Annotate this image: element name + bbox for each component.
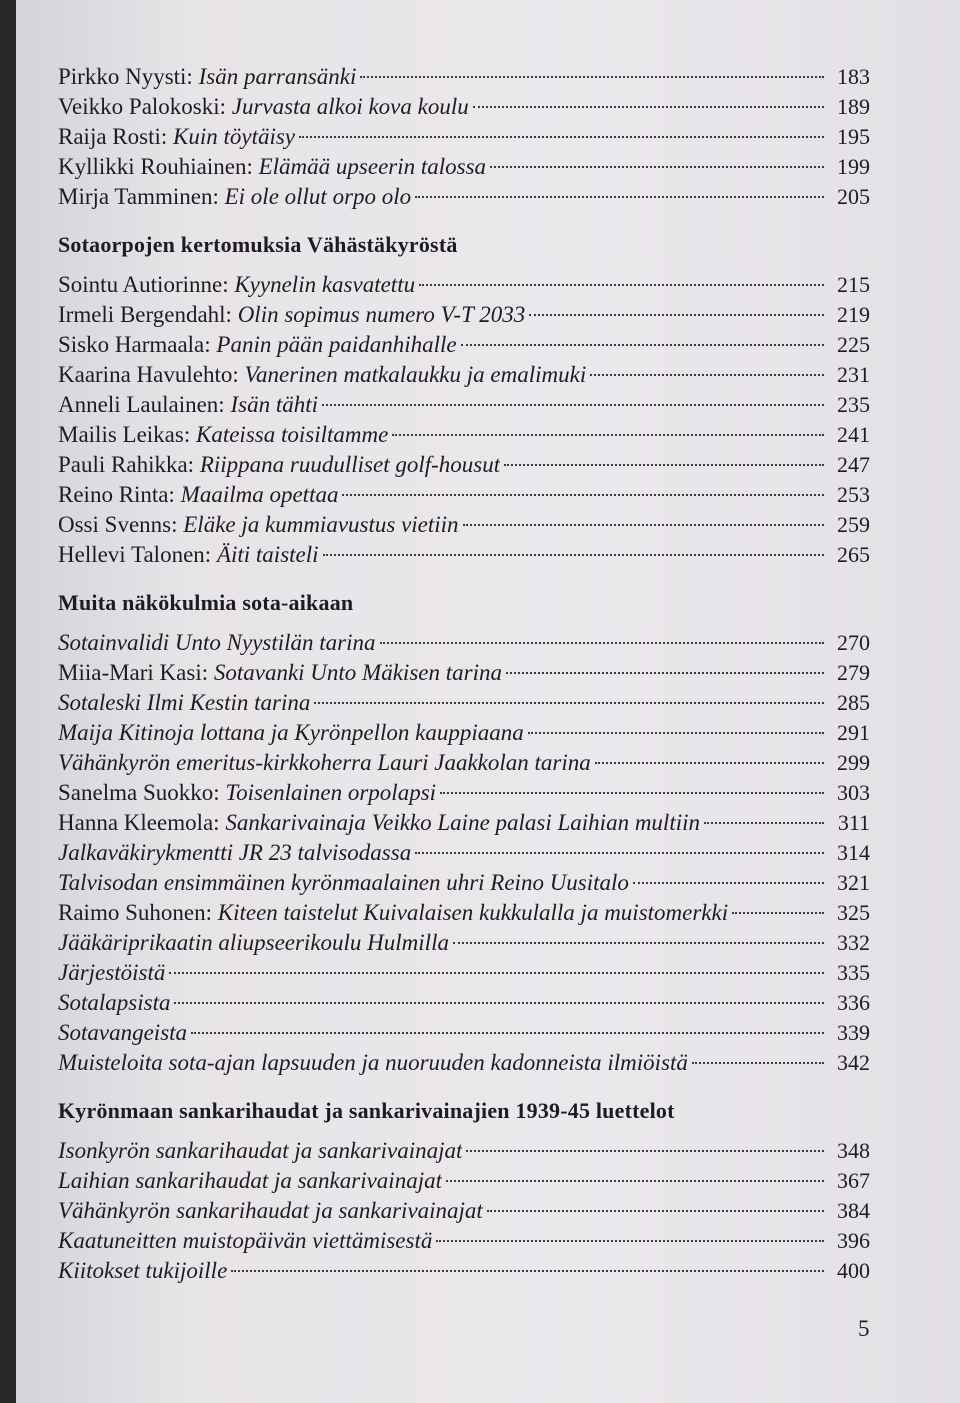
entry-title: Eläke ja kummiavustus vietiin (183, 512, 459, 537)
entry-author: Raija Rosti: (58, 124, 173, 149)
entry-text (58, 1166, 442, 1196)
dot-leader (360, 76, 824, 78)
toc-entry (58, 958, 870, 988)
dot-leader (732, 912, 824, 914)
dot-leader (453, 942, 824, 944)
toc-entry (58, 928, 870, 958)
entry-text (58, 300, 525, 330)
entry-title: Sotalapsista (58, 990, 171, 1015)
toc-entry (58, 718, 870, 748)
entry-title: Maailma opettaa (180, 482, 339, 507)
entry-text (58, 838, 411, 868)
dot-leader (419, 284, 824, 286)
dot-leader (633, 882, 824, 884)
entry-page-number: 321 (837, 870, 870, 895)
entry-title: Vähänkyrön sankarihaudat ja sankarivainajat (58, 1198, 483, 1223)
dot-leader (174, 1002, 824, 1004)
dot-leader (322, 404, 824, 406)
toc-entry (58, 1136, 870, 1166)
toc-entry (58, 450, 870, 480)
entry-text (58, 1226, 432, 1256)
entry-author: Anneli Laulainen: (58, 392, 231, 417)
entry-page-number: 205 (837, 184, 870, 209)
entry-author: Irmeli Bergendahl: (58, 302, 238, 327)
dot-leader (487, 1210, 824, 1212)
entry-title: Vähänkyrön emeritus-kirkkoherra Lauri Jaakkolan tarina (58, 750, 591, 775)
toc-entry (58, 510, 870, 540)
entry-text (58, 748, 591, 778)
entry-author: Miia-Mari Kasi: (58, 660, 214, 685)
entry-page-number: 303 (837, 780, 870, 805)
entry-text (58, 330, 457, 360)
entry-author: Ossi Svenns: (58, 512, 184, 537)
entry-text (58, 1196, 483, 1226)
dot-leader (191, 1032, 824, 1034)
dot-leader (692, 1062, 824, 1064)
entry-author: Sanelma Suokko: (58, 780, 226, 805)
toc-entry (58, 898, 870, 928)
entry-title: Jalkaväkirykmentti JR 23 talvisodassa (58, 840, 412, 865)
entry-text (58, 122, 295, 152)
entry-text (58, 92, 469, 122)
entry-page-number: 219 (837, 302, 870, 327)
entry-title: Sotainvalidi Unto Nyystilän tarina (58, 630, 376, 655)
entry-title: Laihian sankarihaudat ja sankarivainajat (58, 1168, 442, 1193)
entry-page-number: 336 (837, 990, 870, 1015)
toc-entry (58, 628, 870, 658)
dot-leader (446, 1180, 824, 1182)
toc-entry (58, 300, 870, 330)
entry-text (58, 182, 411, 212)
entry-author: Veikko Palokoski: (58, 94, 232, 119)
entry-page-number: 311 (837, 810, 870, 835)
entry-title: Muisteloita sota-ajan lapsuuden ja nuoruuden kadonneista ilmiöistä (58, 1050, 688, 1075)
entry-title: Kuin töytäisy (173, 124, 296, 149)
entry-text (58, 778, 436, 808)
toc-entry (58, 778, 870, 808)
section-heading: Sotaorpojen kertomuksia Vähästäkyröstä (58, 232, 458, 257)
entry-page-number: 247 (837, 452, 870, 477)
entry-page-number: 199 (837, 154, 870, 179)
entry-page-number: 189 (837, 94, 870, 119)
entry-page-number: 348 (837, 1138, 870, 1163)
dot-leader (392, 434, 824, 436)
entry-page-number: 332 (837, 930, 870, 955)
entry-title: Maija Kitinoja lottana ja Kyrönpellon kauppiaana (58, 720, 524, 745)
entry-author: Sisko Harmaala: (58, 332, 217, 357)
dot-leader (169, 972, 824, 974)
toc-entry (58, 838, 870, 868)
entry-page-number: 339 (837, 1020, 870, 1045)
entry-page-number: 270 (837, 630, 870, 655)
dot-leader (314, 702, 824, 704)
entry-page-number: 231 (837, 362, 870, 387)
entry-title: Ei ole ollut orpo olo (224, 184, 412, 209)
dot-leader (704, 822, 824, 824)
entry-text (58, 540, 319, 570)
dot-leader (342, 494, 824, 496)
toc-entry (58, 92, 870, 122)
entry-author: Sointu Autiorinne: (58, 272, 235, 297)
dot-leader (528, 732, 824, 734)
entry-text (58, 152, 486, 182)
entry-title: Äiti taisteli (216, 542, 319, 567)
entry-page-number: 285 (837, 690, 870, 715)
entry-text (58, 510, 459, 540)
entry-author: Reino Rinta: (58, 482, 181, 507)
dot-leader (461, 344, 824, 346)
entry-title: Kyynelin kasvatettu (234, 272, 416, 297)
dot-leader (506, 672, 824, 674)
dot-leader (415, 852, 824, 854)
entry-title: Sotavangeista (58, 1020, 188, 1045)
toc-section (58, 1096, 870, 1286)
toc-entry (58, 122, 870, 152)
entry-title: Järjestöistä (58, 960, 166, 985)
toc-entry (58, 390, 870, 420)
entry-page-number: 291 (837, 720, 870, 745)
entry-page-number: 325 (837, 900, 870, 925)
entry-page-number: 400 (837, 1258, 870, 1283)
toc-entry (58, 808, 870, 838)
entry-page-number: 215 (837, 272, 870, 297)
entry-page-number: 235 (837, 392, 870, 417)
dot-leader (590, 374, 824, 376)
toc-entry (58, 62, 870, 92)
entry-page-number: 342 (837, 1050, 870, 1075)
entry-author: Kaarina Havulehto: (58, 362, 245, 387)
table-of-contents (58, 62, 870, 1286)
entry-text (58, 1136, 462, 1166)
toc-entry (58, 330, 870, 360)
entry-author: Hanna Kleemola: (58, 810, 226, 835)
dot-leader (463, 524, 824, 526)
entry-title: Isän tähti (230, 392, 318, 417)
entry-title: Kiteen taistelut Kuivalaisen kukkulalla ja muistomerkki (217, 900, 729, 925)
section-heading: Kyrönmaan sankarihaudat ja sankarivainajien 1939-45 luettelot (58, 1098, 675, 1123)
entry-text (58, 1018, 187, 1048)
entry-text (58, 270, 415, 300)
entry-author: Kyllikki Rouhiainen: (58, 154, 259, 179)
entry-page-number: 259 (837, 512, 870, 537)
entry-title: Toisenlainen orpolapsi (225, 780, 437, 805)
entry-title: Isonkyrön sankarihaudat ja sankarivainajat (58, 1138, 463, 1163)
entry-page-number: 367 (837, 1168, 870, 1193)
dot-leader (440, 792, 824, 794)
entry-title: Sankarivainaja Veikko Laine palasi Laihian multiin (225, 810, 700, 835)
entry-author: Hellevi Talonen: (58, 542, 217, 567)
toc-section (58, 62, 870, 212)
entry-text (58, 988, 170, 1018)
toc-entry (58, 270, 870, 300)
dot-leader (473, 106, 824, 108)
entry-text (58, 688, 310, 718)
entry-text (58, 808, 700, 838)
toc-entry (58, 1048, 870, 1078)
entry-text (58, 420, 388, 450)
dot-leader (231, 1270, 824, 1272)
toc-entry (58, 360, 870, 390)
toc-entry (58, 1226, 870, 1256)
entry-text (58, 1256, 227, 1286)
toc-entry (58, 988, 870, 1018)
entry-page-number: 279 (837, 660, 870, 685)
entry-text (58, 928, 449, 958)
toc-entry (58, 868, 870, 898)
entry-text (58, 450, 500, 480)
toc-entry (58, 420, 870, 450)
entry-text (58, 1048, 688, 1078)
entry-text (58, 628, 376, 658)
toc-entry (58, 152, 870, 182)
entry-text (58, 62, 356, 92)
entry-author: Pirkko Nyysti: (58, 64, 199, 89)
entry-title: Sotavanki Unto Mäkisen tarina (213, 660, 502, 685)
entry-title: Isän parransänki (198, 64, 357, 89)
entry-page-number: 335 (837, 960, 870, 985)
entry-title: Elämää upseerin talossa (258, 154, 487, 179)
page-number: 5 (858, 1316, 870, 1341)
entry-page-number: 299 (837, 750, 870, 775)
entry-text (58, 390, 318, 420)
toc-entry (58, 1166, 870, 1196)
dot-leader (504, 464, 824, 466)
entry-text (58, 718, 524, 748)
entry-title: Panin pään paidanhihalle (216, 332, 457, 357)
entry-page-number: 396 (837, 1228, 870, 1253)
entry-author: Raimo Suhonen: (58, 900, 218, 925)
toc-entry (58, 182, 870, 212)
entry-page-number: 183 (837, 64, 870, 89)
section-heading: Muita näkökulmia sota-aikaan (58, 590, 354, 615)
toc-entry (58, 1196, 870, 1226)
entry-title: Jääkäriprikaatin aliupseerikoulu Hulmilla (58, 930, 449, 955)
entry-title: Riippana ruudulliset golf-housut (199, 452, 501, 477)
entry-title: Kateissa toisiltamme (195, 422, 389, 447)
toc-section (58, 588, 870, 1078)
entry-text (58, 868, 629, 898)
dot-leader (299, 136, 824, 138)
toc-entry (58, 540, 870, 570)
toc-section (58, 230, 870, 570)
entry-title: Kaatuneitten muistopäivän viettämisestä (58, 1228, 433, 1253)
entry-page-number: 314 (837, 840, 870, 865)
entry-title: Jurvasta alkoi kova koulu (231, 94, 469, 119)
toc-entry (58, 748, 870, 778)
entry-author: Mailis Leikas: (58, 422, 196, 447)
entry-page-number: 195 (837, 124, 870, 149)
dot-leader (466, 1150, 824, 1152)
entry-text (58, 898, 728, 928)
entry-page-number: 384 (837, 1198, 870, 1223)
entry-page-number: 241 (837, 422, 870, 447)
entry-page-number: 265 (837, 542, 870, 567)
entry-title: Olin sopimus numero V-T 2033 (237, 302, 526, 327)
entry-text (58, 958, 165, 988)
toc-entry (58, 688, 870, 718)
entry-title: Sotaleski Ilmi Kestin tarina (58, 690, 311, 715)
dot-leader (436, 1240, 824, 1242)
entry-title: Kiitokset tukijoille (58, 1258, 228, 1283)
entry-title: Talvisodan ensimmäinen kyrönmaalainen uhri Reino Uusitalo (58, 870, 629, 895)
toc-entry (58, 1256, 870, 1286)
entry-text (58, 480, 338, 510)
dot-leader (595, 762, 824, 764)
entry-author: Mirja Tamminen: (58, 184, 225, 209)
dot-leader (415, 196, 824, 198)
entry-text (58, 360, 586, 390)
toc-entry (58, 658, 870, 688)
dot-leader (323, 554, 824, 556)
entry-page-number: 225 (837, 332, 870, 357)
entry-author: Pauli Rahikka: (58, 452, 200, 477)
dot-leader (490, 166, 824, 168)
entry-title: Vanerinen matkalaukku ja emalimuki (244, 362, 587, 387)
dot-leader (529, 314, 824, 316)
toc-entry (58, 1018, 870, 1048)
entry-text (58, 658, 502, 688)
book-page (16, 0, 960, 1403)
dot-leader (380, 642, 824, 644)
entry-page-number: 253 (837, 482, 870, 507)
toc-entry (58, 480, 870, 510)
